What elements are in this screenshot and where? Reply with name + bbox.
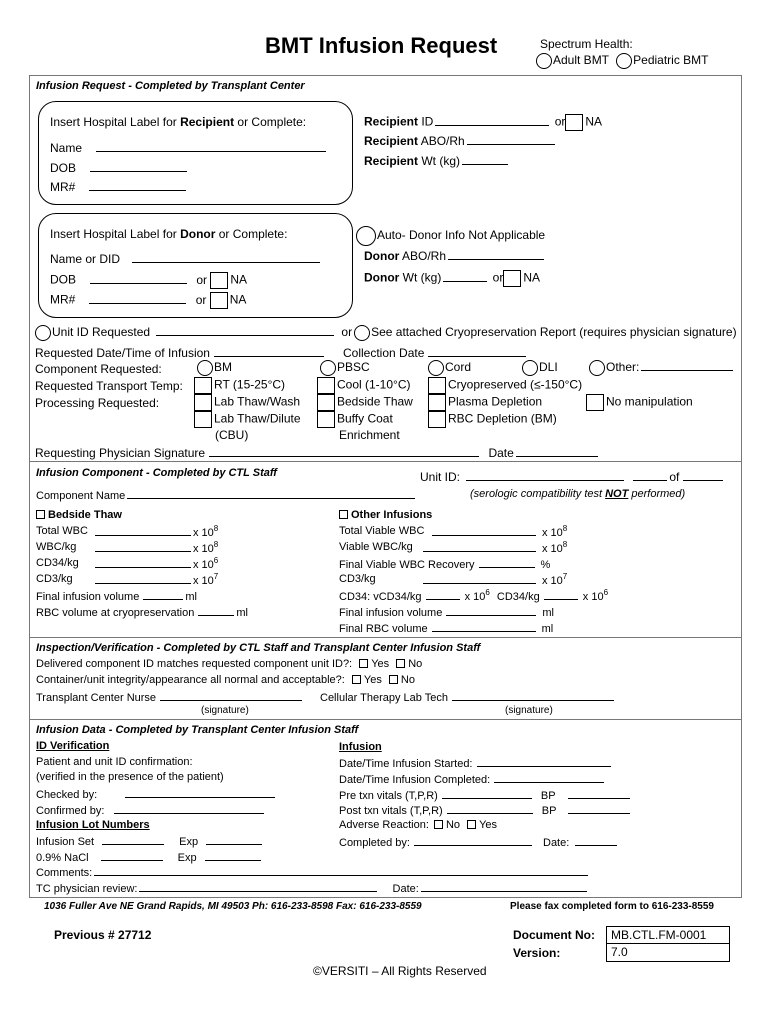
integrity-yes-checkbox[interactable] <box>352 675 361 684</box>
adverse-yes-checkbox[interactable] <box>467 820 476 829</box>
component-cord-option[interactable]: Cord <box>428 360 471 376</box>
final-rbc-volume-field[interactable]: Final RBC volume ml <box>339 623 554 635</box>
serologic-note: (serologic compatibility test NOT performed) <box>470 488 686 500</box>
recipient-label-instruction: Insert Hospital Label for Recipient or Complete: <box>50 115 307 129</box>
recipient-wt-field[interactable]: Recipient Wt (kg) <box>364 154 510 169</box>
total-viable-wbc-field[interactable]: Total Viable WBC <box>339 525 425 537</box>
page-title: BMT Infusion Request <box>265 33 498 58</box>
pediatric-bmt-radio[interactable] <box>616 53 632 69</box>
section4-heading: Infusion Data - Completed by Transplant Center Infusion Staff <box>36 724 359 736</box>
integrity-no-checkbox[interactable] <box>389 675 398 684</box>
requesting-physician-sig-field[interactable]: Requesting Physician Signature Date <box>35 446 600 461</box>
other-infusions-option[interactable]: Other Infusions <box>339 509 432 523</box>
donor-wt-na-checkbox[interactable] <box>503 270 521 287</box>
donor-dob-na-checkbox[interactable] <box>210 272 228 289</box>
id-verification-heading: ID Verification <box>36 740 110 752</box>
donor-wt-field[interactable]: Donor Wt (kg) or NA <box>364 270 540 287</box>
proc-cbu-note: (CBU) <box>215 428 249 442</box>
previous-number: Previous # 27712 <box>54 928 152 942</box>
completed-by-field[interactable]: Completed by: Date: <box>339 835 619 851</box>
version-value: 7.0 <box>606 944 730 962</box>
proc-lab-thaw-dilute-option[interactable]: Lab Thaw/Dilute <box>194 411 301 428</box>
donor-abo-field[interactable]: Donor ABO/Rh <box>364 249 546 264</box>
patient-unit-confirmation-label: Patient and unit ID confirmation: <box>36 756 193 768</box>
nurse-signature-caption: (signature) <box>201 705 249 716</box>
divider-2 <box>29 637 741 638</box>
component-pbsc-option[interactable]: PBSC <box>320 360 370 376</box>
component-id-match-question[interactable]: Delivered component ID matches requested component unit ID?: Yes No <box>36 658 423 670</box>
proc-plasma-depletion-option[interactable]: Plasma Depletion <box>428 394 542 411</box>
document-no-label: Document No: <box>513 928 595 942</box>
component-requested-label: Component Requested: <box>35 362 162 376</box>
recipient-abo-field[interactable]: Recipient ABO/Rh <box>364 134 557 149</box>
component-bm-option[interactable]: BM <box>197 360 232 376</box>
post-vitals-field[interactable]: Post txn vitals (T,P,R) BP <box>339 803 632 819</box>
proc-bedside-thaw-option[interactable]: Bedside Thaw <box>317 394 413 411</box>
adult-bmt-option[interactable]: Adult BMT Pediatric BMT <box>536 53 709 69</box>
id-match-no-checkbox[interactable] <box>396 659 405 668</box>
ctl-tech-signature-field[interactable]: Cellular Therapy Lab Tech <box>320 690 616 706</box>
final-infusion-volume-field[interactable]: Final infusion volume ml <box>36 591 197 603</box>
recipient-id-na-checkbox[interactable] <box>565 114 583 131</box>
unit-id-field[interactable]: Unit ID: of <box>420 470 725 485</box>
donor-name-field[interactable]: Name or DID <box>50 252 322 267</box>
divider-3 <box>29 719 741 720</box>
component-name-field[interactable]: Component Name <box>36 488 417 504</box>
final-infusion-volume-other-field[interactable]: Final infusion volume ml <box>339 607 554 619</box>
section2-heading: Infusion Component - Completed by CTL Staff <box>36 467 277 479</box>
infusion-completed-field[interactable]: Date/Time Infusion Completed: <box>339 772 606 788</box>
proc-buffy-coat-option[interactable]: Buffy Coat <box>317 411 393 428</box>
recipient-name-field[interactable]: Name <box>50 141 328 156</box>
recipient-id-field[interactable]: Recipient ID or NA <box>364 114 602 131</box>
pre-vitals-field[interactable]: Pre txn vitals (T,P,R) BP <box>339 788 632 804</box>
infusion-set-field[interactable]: Infusion Set Exp <box>36 834 264 850</box>
copyright: ©VERSITI – All Rights Reserved <box>313 964 487 978</box>
bedside-thaw-option[interactable]: Bedside Thaw <box>36 509 122 523</box>
final-viable-wbc-field[interactable]: Final Viable WBC Recovery % <box>339 559 551 571</box>
proc-enrichment-note: Enrichment <box>339 428 400 442</box>
temp-cryo-option[interactable]: Cryopreserved (≤-150°C) <box>428 377 582 394</box>
recipient-mr-field[interactable]: MR# <box>50 180 188 195</box>
tech-signature-caption: (signature) <box>505 705 553 716</box>
unit-id-requested-radio[interactable] <box>35 325 51 341</box>
nacl-field[interactable]: 0.9% NaCl Exp <box>36 850 263 866</box>
comments-field[interactable]: Comments: <box>36 865 590 881</box>
container-integrity-question[interactable]: Container/unit integrity/appearance all normal and acceptable?: Yes No <box>36 674 415 686</box>
component-dli-option[interactable]: DLI <box>522 360 558 376</box>
confirmed-by-field[interactable]: Confirmed by: <box>36 803 266 819</box>
requested-date-field[interactable]: Requested Date/Time of Infusion <box>35 346 326 361</box>
see-attached-radio[interactable] <box>354 325 370 341</box>
wbc-kg-field[interactable]: WBC/kg <box>36 541 77 553</box>
see-attached-label: See attached Cryopreservation Report (requires physician signature) <box>371 325 737 340</box>
pediatric-bmt-label: Pediatric BMT <box>633 53 709 68</box>
checked-by-field[interactable]: Checked by: <box>36 787 277 803</box>
tc-nurse-signature-field[interactable]: Transplant Center Nurse <box>36 690 304 706</box>
id-match-yes-checkbox[interactable] <box>359 659 368 668</box>
collection-date-field[interactable]: Collection Date <box>343 346 528 361</box>
infusion-started-field[interactable]: Date/Time Infusion Started: <box>339 756 613 772</box>
recipient-dob-field[interactable]: DOB <box>50 161 189 176</box>
temp-rt-option[interactable]: RT (15-25°C) <box>194 377 285 394</box>
infusion-heading: Infusion <box>339 741 382 753</box>
proc-rbc-depletion-option[interactable]: RBC Depletion (BM) <box>428 411 557 428</box>
donor-label-instruction: Insert Hospital Label for Donor or Complete: <box>50 227 288 241</box>
proc-no-manipulation-option[interactable]: No manipulation <box>586 394 693 411</box>
divider-1 <box>29 461 741 462</box>
transport-temp-label: Requested Transport Temp: <box>35 379 183 393</box>
unit-id-requested-row[interactable]: Unit ID Requested or See attached Cryopreservation Report (requires physician signature) <box>35 325 737 341</box>
section1-heading: Infusion Request - Completed by Transplant Center <box>36 80 305 92</box>
donor-mr-na-checkbox[interactable] <box>210 292 228 309</box>
donor-mr-field[interactable]: MR# or NA <box>50 292 246 309</box>
verified-presence-note: (verified in the presence of the patient) <box>36 771 224 783</box>
footer-address: 1036 Fuller Ave NE Grand Rapids, MI 49503 Ph: 616-233-8598 Fax: 616-233-8559 <box>44 901 422 912</box>
fax-note: Please fax completed form to 616-233-8559 <box>510 901 714 912</box>
cd3-kg-field[interactable]: CD3/kg <box>36 573 73 585</box>
org-label: Spectrum Health: <box>540 37 633 51</box>
proc-lab-thaw-wash-option[interactable]: Lab Thaw/Wash <box>194 394 300 411</box>
processing-label: Processing Requested: <box>35 396 160 410</box>
rbc-volume-cryo-field[interactable]: RBC volume at cryopreservation ml <box>36 607 248 619</box>
auto-donor-option[interactable]: Auto- Donor Info Not Applicable <box>356 226 545 246</box>
cd3-kg-other-field[interactable]: CD3/kg <box>339 573 376 585</box>
lot-numbers-heading: Infusion Lot Numbers <box>36 819 150 831</box>
adverse-no-checkbox[interactable] <box>434 820 443 829</box>
cd34-vcd34-field[interactable]: CD34: vCD34/kg x $10^6$ CD34/kg x $10^6$ <box>339 588 609 603</box>
total-wbc-field[interactable]: Total WBC <box>36 525 88 537</box>
adult-bmt-radio[interactable] <box>536 53 552 69</box>
component-other-option[interactable]: Other: <box>589 360 735 376</box>
document-no-value: MB.CTL.FM-0001 <box>606 926 730 944</box>
version-label: Version: <box>513 946 561 960</box>
viable-wbc-kg-field[interactable]: Viable WBC/kg <box>339 541 413 553</box>
cd34-kg-field[interactable]: CD34/kg <box>36 557 79 569</box>
donor-dob-field[interactable]: DOB or NA <box>50 272 247 289</box>
temp-cool-option[interactable]: Cool (1-10°C) <box>317 377 411 394</box>
adverse-reaction-field[interactable]: Adverse Reaction: No Yes <box>339 819 498 831</box>
tc-physician-review-field[interactable]: TC physician review: Date: <box>36 881 589 897</box>
auto-donor-radio[interactable] <box>356 226 376 246</box>
section3-heading: Inspection/Verification - Completed by CTL Staff and Transplant Center Infusion Staff <box>36 642 481 654</box>
